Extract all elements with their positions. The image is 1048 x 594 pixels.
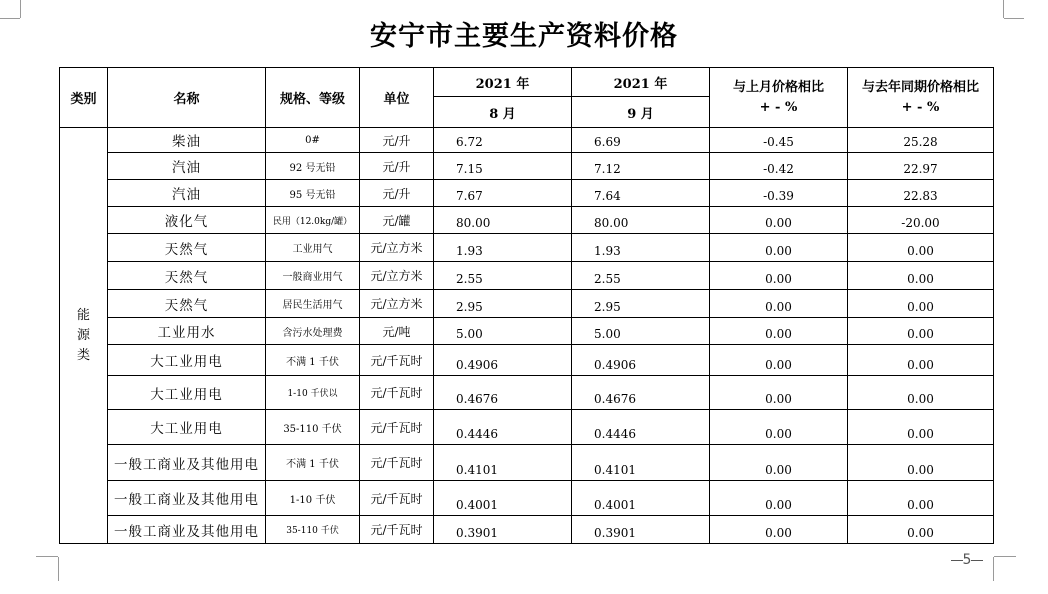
table-row: [60, 318, 994, 345]
price-september: 7.64: [572, 180, 710, 207]
item-spec: 35-110 千伏: [266, 410, 360, 445]
price-september: 0.4001: [572, 481, 710, 516]
category-label: 能源类: [76, 307, 90, 363]
price-september: 2.55: [572, 262, 710, 290]
table-row: [60, 516, 994, 544]
header-period1-year: 2021 年: [434, 68, 572, 97]
item-name: 天然气: [108, 290, 266, 318]
header-yoy: [848, 68, 994, 128]
item-name: 柴油: [108, 128, 266, 153]
table-row: [60, 262, 994, 290]
item-spec: 1-10 千伏以: [266, 376, 360, 410]
item-name: 工业用水: [108, 318, 266, 345]
category-cell: [60, 128, 108, 544]
item-unit: 元/罐: [360, 207, 434, 234]
item-spec: 工业用气: [266, 234, 360, 262]
price-august: 1.93: [434, 234, 572, 262]
change-month-on-month: 0.00: [710, 234, 848, 262]
crop-mark: [58, 557, 59, 581]
item-spec: 一般商业用气: [266, 262, 360, 290]
page-title: 安宁市主要生产资料价格: [370, 21, 678, 52]
table-row: [60, 345, 994, 376]
price-august: 0.4446: [434, 410, 572, 445]
change-month-on-month: 0.00: [710, 262, 848, 290]
crop-mark: [993, 557, 994, 581]
item-name: 汽油: [108, 180, 266, 207]
table-row: [60, 207, 994, 234]
change-year-on-year: 22.83: [848, 180, 994, 207]
item-unit: 元/千瓦时: [360, 376, 434, 410]
item-spec: 0#: [266, 128, 360, 153]
item-unit: 元/千瓦时: [360, 445, 434, 481]
change-month-on-month: 0.00: [710, 318, 848, 345]
item-spec: 含污水处理费: [266, 318, 360, 345]
item-spec: 不满 1 千伏: [266, 445, 360, 481]
price-august: 0.4906: [434, 345, 572, 376]
change-year-on-year: 0.00: [848, 234, 994, 262]
table-row: [60, 376, 994, 410]
change-month-on-month: -0.39: [710, 180, 848, 207]
item-spec: 1-10 千伏: [266, 481, 360, 516]
item-unit: 元/千瓦时: [360, 516, 434, 544]
header-period2-year: 2021 年: [572, 68, 710, 97]
change-year-on-year: 0.00: [848, 290, 994, 318]
price-august: 0.4101: [434, 445, 572, 481]
header-period2-month: 9 月: [572, 97, 710, 128]
price-september: 80.00: [572, 207, 710, 234]
item-name: 一般工商业及其他用电: [108, 445, 266, 481]
change-year-on-year: 0.00: [848, 262, 994, 290]
change-month-on-month: 0.00: [710, 376, 848, 410]
item-unit: 元/升: [360, 128, 434, 153]
price-august: 7.15: [434, 153, 572, 180]
item-name: 液化气: [108, 207, 266, 234]
price-september: 2.95: [572, 290, 710, 318]
page-number: [944, 552, 990, 568]
item-spec: 居民生活用气: [266, 290, 360, 318]
table-row: [60, 410, 994, 445]
item-name: 大工业用电: [108, 376, 266, 410]
header-yoy-line1: 与去年同期价格相比: [861, 79, 979, 95]
change-month-on-month: 0.00: [710, 345, 848, 376]
table-row: [60, 481, 994, 516]
item-unit: 元/立方米: [360, 234, 434, 262]
price-august: 0.4676: [434, 376, 572, 410]
header-category: 类别: [60, 68, 108, 128]
price-august: 7.67: [434, 180, 572, 207]
item-name: 一般工商业及其他用电: [108, 481, 266, 516]
table-row: [60, 153, 994, 180]
item-spec: 民用（12.0kg/罐）: [266, 207, 360, 234]
item-unit: 元/千瓦时: [360, 410, 434, 445]
item-name: 汽油: [108, 153, 266, 180]
item-name: 大工业用电: [108, 345, 266, 376]
item-unit: 元/千瓦时: [360, 345, 434, 376]
item-unit: 元/升: [360, 180, 434, 207]
item-unit: 元/千瓦时: [360, 481, 434, 516]
header-unit: 单位: [360, 68, 434, 128]
change-year-on-year: 25.28: [848, 128, 994, 153]
price-september: 0.4906: [572, 345, 710, 376]
item-unit: 元/立方米: [360, 262, 434, 290]
price-table: [59, 67, 994, 544]
price-august: 0.4001: [434, 481, 572, 516]
price-september: 1.93: [572, 234, 710, 262]
change-year-on-year: 0.00: [848, 445, 994, 481]
price-september: 6.69: [572, 128, 710, 153]
change-year-on-year: 0.00: [848, 481, 994, 516]
table-row: [60, 234, 994, 262]
header-spec: 规格、等级: [266, 68, 360, 128]
price-september: 7.12: [572, 153, 710, 180]
page-number-value: 5: [962, 552, 972, 568]
change-year-on-year: 22.97: [848, 153, 994, 180]
item-name: 一般工商业及其他用电: [108, 516, 266, 544]
change-month-on-month: 0.00: [710, 290, 848, 318]
page-number-dash: [951, 560, 963, 561]
price-september: 0.3901: [572, 516, 710, 544]
change-month-on-month: -0.42: [710, 153, 848, 180]
price-august: 5.00: [434, 318, 572, 345]
price-september: 0.4676: [572, 376, 710, 410]
table-row: [60, 445, 994, 481]
item-spec: 不满 1 千伏: [266, 345, 360, 376]
item-name: 天然气: [108, 262, 266, 290]
item-spec: 35-110 千伏: [266, 516, 360, 544]
item-unit: 元/吨: [360, 318, 434, 345]
item-spec: 92 号无铅: [266, 153, 360, 180]
table-row: [60, 180, 994, 207]
header-mom-line2: + - %: [759, 99, 798, 115]
page-number-dash: [971, 560, 983, 561]
crop-mark: [994, 556, 1016, 557]
change-year-on-year: 0.00: [848, 376, 994, 410]
change-month-on-month: 0.00: [710, 207, 848, 234]
item-name: 大工业用电: [108, 410, 266, 445]
change-month-on-month: -0.45: [710, 128, 848, 153]
price-september: 0.4446: [572, 410, 710, 445]
change-month-on-month: 0.00: [710, 481, 848, 516]
table-body: [60, 128, 994, 544]
price-september: 5.00: [572, 318, 710, 345]
table-row: [60, 290, 994, 318]
change-month-on-month: 0.00: [710, 410, 848, 445]
price-august: 2.55: [434, 262, 572, 290]
item-spec: 95 号无铅: [266, 180, 360, 207]
header-mom: [710, 68, 848, 128]
table-row: [60, 128, 994, 153]
price-august: 2.95: [434, 290, 572, 318]
header-period1-month: 8 月: [434, 97, 572, 128]
price-august: 0.3901: [434, 516, 572, 544]
item-name: 天然气: [108, 234, 266, 262]
item-unit: 元/升: [360, 153, 434, 180]
crop-mark: [36, 556, 58, 557]
price-august: 80.00: [434, 207, 572, 234]
change-month-on-month: 0.00: [710, 445, 848, 481]
change-year-on-year: 0.00: [848, 516, 994, 544]
change-year-on-year: 0.00: [848, 345, 994, 376]
header-name: 名称: [108, 68, 266, 128]
header-yoy-line2: + - %: [901, 99, 940, 115]
header-mom-line1: 与上月价格相比: [732, 79, 824, 95]
price-august: 6.72: [434, 128, 572, 153]
item-unit: 元/立方米: [360, 290, 434, 318]
change-year-on-year: -20.00: [848, 207, 994, 234]
change-month-on-month: 0.00: [710, 516, 848, 544]
change-year-on-year: 0.00: [848, 318, 994, 345]
price-september: 0.4101: [572, 445, 710, 481]
change-year-on-year: 0.00: [848, 410, 994, 445]
